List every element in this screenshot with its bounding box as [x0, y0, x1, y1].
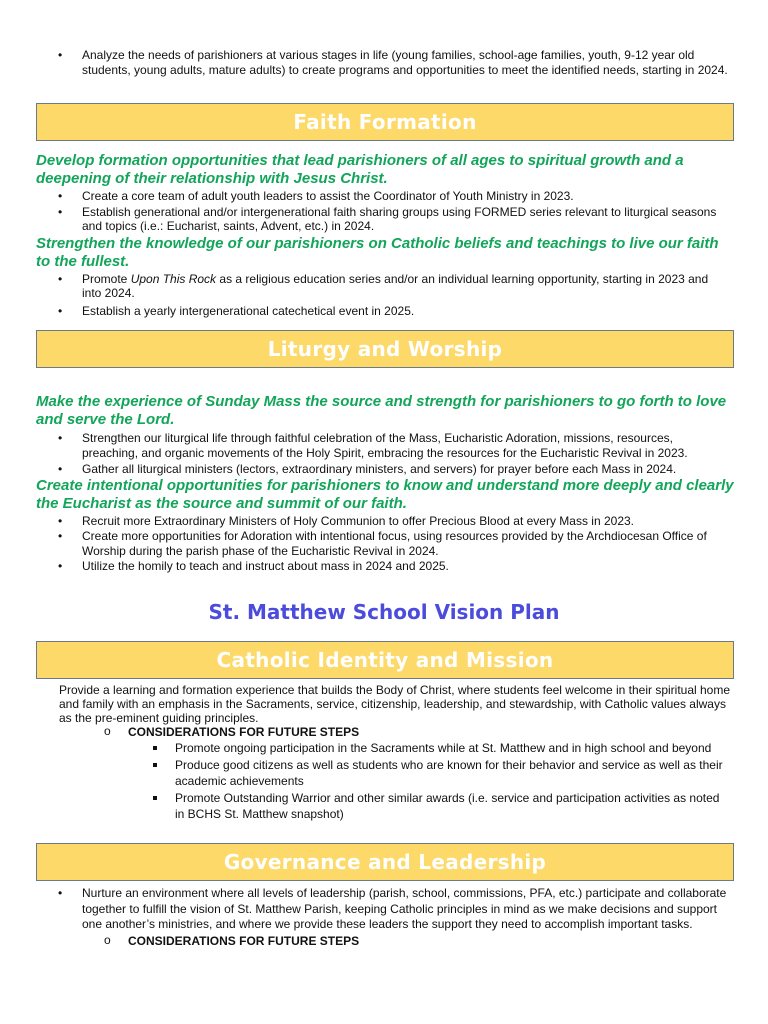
list-item: • Create more opportunities for Adoration with intentional focus, using resources provided by the Archdiocesan Office of Worship during the parish phase of the Eucharistic Revival in 2024. [0, 529, 768, 558]
section-banner-governance: Governance and Leadership [36, 843, 734, 881]
section-banner-liturgy: Liturgy and Worship [36, 330, 734, 368]
considerations-label: o CONSIDERATIONS FOR FUTURE STEPS [0, 725, 768, 740]
governance-body [0, 886, 768, 948]
series-title: Upon This Rock [130, 271, 217, 286]
list-item: Promote ongoing participation in the Sacraments while at St. Matthew and in high school and beyond [0, 741, 768, 757]
goal-heading: Make the experience of Sunday Mass the source and strength for parishioners to go forth to love and serve the Lord. [36, 393, 727, 428]
liturgy-body [0, 393, 768, 574]
goal-heading: Develop formation opportunities that lead parishioners of all ages to spiritual growth and a deepening of their relationship with Jesus Christ. [36, 152, 684, 187]
item-text: Promote [82, 271, 131, 286]
list-item: • Create a core team of adult youth leaders to assist the Coordinator of Youth Ministry in 2023. [0, 189, 768, 204]
faith-formation-body [0, 152, 768, 318]
governance-list [0, 886, 768, 933]
goal-list [0, 272, 768, 319]
item-text: as a religious education series and/or an individual learning opportunity, starting in 2023 and into 2024. [82, 271, 709, 300]
list-item: • Strengthen our liturgical life through faithful celebration of the Mass, Eucharistic Adoration, missions, resources, preaching, and organic movements of the Holy Spirit, embracing the resources for the Eucharistic Revival in 2023. [0, 431, 768, 460]
list-item: • Establish generational and/or intergenerational faith sharing groups using FORMED series relevant to liturgical seasons and topics (i.e.: Eucharist, saints, Advent, etc.) in 2024. [0, 205, 768, 234]
goal-heading: Strengthen the knowledge of our parishioners on Catholic beliefs and teachings to live our faith to the fullest. [36, 234, 719, 270]
considerations-label: o CONSIDERATIONS FOR FUTURE STEPS [0, 934, 768, 949]
list-item: • Analyze the needs of parishioners at various stages in life (young families, school-age families, youth, 9-12 year old students, young adults, mature adults) to create programs and opportunities to meet the identified needs, starting in 2024. [0, 48, 768, 77]
list-item: • Recruit more Extraordinary Ministers of Holy Communion to offer Precious Blood at every Mass in 2023. [0, 514, 768, 529]
list-item: • Nurture an environment where all levels of leadership (parish, school, commissions, PFA, etc.) participate and collaborate together to fulfill the vision of St. Matthew Parish, keeping Catholic principles in mind as we make decisions and support one another’s ministries, and where we provide these leaders the support they need to accomplish important tasks. [0, 886, 768, 933]
goal-list [0, 431, 768, 477]
list-item: • Establish a yearly intergenerational catechetical event in 2025. [0, 304, 768, 319]
goal-list [0, 189, 768, 234]
considerations-list [0, 741, 768, 823]
catholic-identity-body [0, 683, 768, 822]
section-text: Provide a learning and formation experience that builds the Body of Christ, where students feel welcome in their spiritual home and family with an emphasis in the Sacraments, service, citizenship, leadership, and stewardship, with Catholic values always as the pre-eminent guiding principles. [59, 683, 731, 725]
list-item: • Gather all liturgical ministers (lectors, extraordinary ministers, and servers) for prayer before each Mass in 2024. [0, 462, 768, 477]
list-item: Promote Outstanding Warrior and other similar awards (i.e. service and participation activities as noted in BCHS St. Matthew snapshot) [0, 791, 768, 822]
list-item [0, 272, 768, 301]
list-item: Produce good citizens as well as students who are known for their behavior and service as well as their academic achievements [0, 758, 768, 789]
intro-list [0, 48, 768, 77]
page-title: St. Matthew School Vision Plan [208, 600, 560, 624]
section-banner-catholic-identity: Catholic Identity and Mission [36, 641, 734, 679]
section-banner-faith-formation: Faith Formation [36, 103, 734, 141]
goal-heading: Create intentional opportunities for parishioners to know and understand more deeply and clearly the Eucharist as the source and summit of our faith. [36, 476, 734, 512]
list-item: • Utilize the homily to teach and instruct about mass in 2024 and 2025. [0, 559, 768, 574]
goal-list [0, 514, 768, 574]
